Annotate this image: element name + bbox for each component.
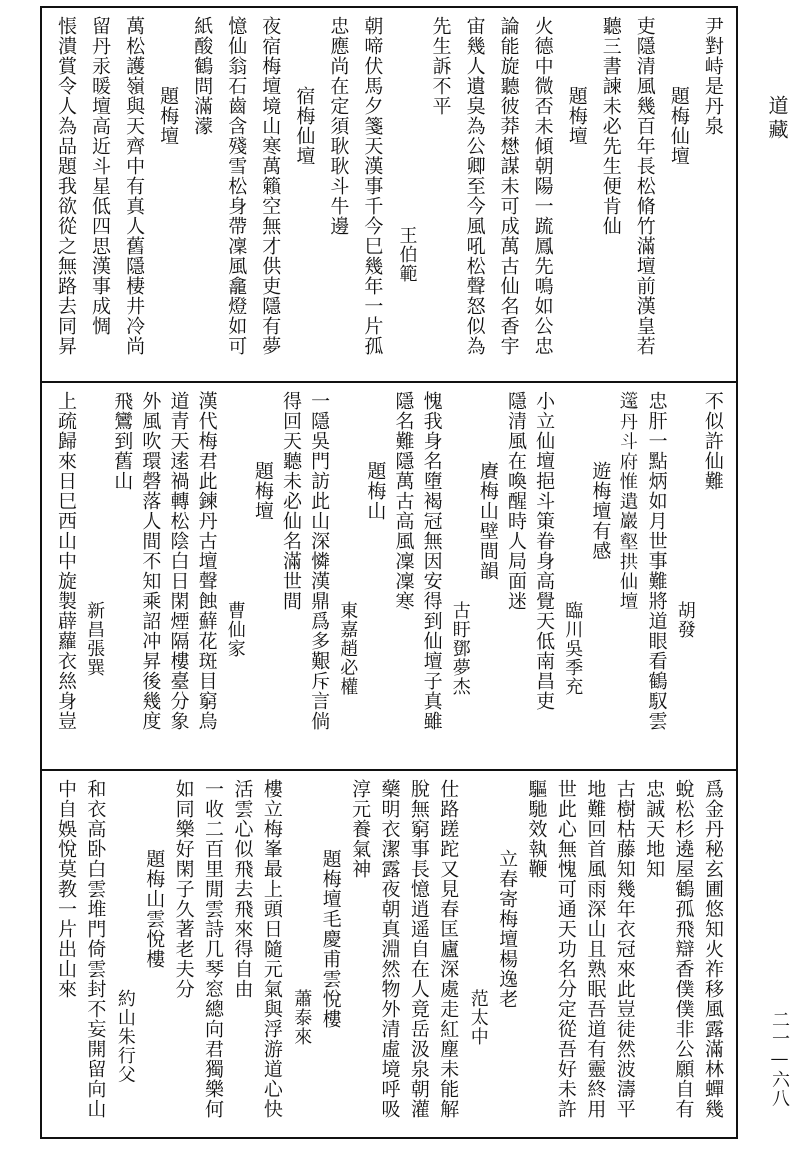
poem-title: 題梅山 — [364, 461, 387, 521]
poem-title: 遊梅壇有感 — [589, 461, 612, 561]
text-column: 憶仙翁石齒含殘雪松身帶凜風龕燈如可 — [225, 16, 248, 356]
text-column: 小立仙壇挹斗䇿眷身高覺天低南昌吏 — [533, 391, 556, 711]
page-number: 二一—六八 — [769, 1010, 790, 1108]
poem-title: 宿梅仙壇 — [293, 86, 316, 166]
poem-author: 蕭泰來 — [291, 989, 313, 1046]
text-column: 夜宿梅壇境山寒萬籟空無才供吏隱有夢 — [259, 16, 282, 356]
text-column: 隱清風在喚醒時人局面迷 — [505, 391, 527, 611]
text-column: 淳元養氣神 — [349, 779, 372, 879]
poem-author: 臨川吳季充 — [562, 601, 584, 696]
panel-bottom — [42, 771, 736, 1137]
poem-title: 賡梅山壁間韻 — [476, 461, 499, 581]
text-column: 飛鸞到舊山 — [111, 391, 134, 491]
poem-author: 約山朱行父 — [114, 989, 136, 1084]
poem-author: 東嘉趙必權 — [337, 601, 359, 696]
text-column: 火德中微否未傾朝陽一䟽鳳先鳴如公忠 — [531, 16, 554, 356]
text-column: 道青天逺禍轉松陰白日閑煙隔樓臺分象 — [167, 391, 190, 731]
panel-middle — [42, 383, 736, 771]
poem-author: 曹仙家 — [224, 601, 246, 658]
text-column: 上疏歸來日巳西山中旋製薜蘿衣𢇁身豈 — [55, 391, 77, 731]
text-column: 萬松護嶺與天齊中有真人舊隱棲井冷尚 — [123, 16, 146, 356]
text-column: 和衣高卧白雲堆門倚雲封不妄開留向山 — [84, 779, 107, 1119]
text-column: 一隱吳門訪此山深憐漢鼎爲多艱斥言倘 — [308, 391, 331, 731]
poem-title: 題梅壇 — [251, 461, 274, 521]
text-column: 不似許仙難 — [701, 391, 724, 491]
poem-author: 胡發 — [674, 601, 696, 639]
panel-middle-columns — [52, 391, 726, 761]
text-column: 朝啼伏馬夕箋天漢事千今巳幾年一片孤 — [361, 16, 384, 356]
text-column: 藥明衣潔露夜朝真淵然物外清虛境呼吸 — [378, 779, 401, 1119]
page-frame — [40, 6, 738, 1139]
text-column: 驅馳效執鞭 — [525, 779, 548, 879]
poem-title: 題梅壇毛慶甫雲悅樓 — [319, 849, 342, 1029]
text-column: 外風吹環磬落人間不知乘詔冲昇後幾度 — [139, 391, 162, 731]
text-column: 脫無窮事長憶逍遥自在人竟岳汲泉朝灌 — [407, 779, 430, 1119]
text-column: 論能旋聽彼莽𢡟謀未可成萬古仙名香宇 — [497, 16, 520, 356]
text-column: 忠應尚在定須耿耿斗牛邊 — [327, 16, 350, 236]
text-column: 爲金丹秘玄圃悠知火祚移風露滿林蟬幾 — [701, 779, 724, 1119]
poem-title: 題梅壇 — [157, 86, 180, 146]
text-column: 蛻松杉遶屋鶴孤飛辯香僕僕非公願自有 — [672, 779, 695, 1119]
text-column: 紙酸鶴問滿濛 — [191, 16, 214, 136]
text-column: 先生訴不平 — [429, 16, 452, 116]
poem-author: 新昌張巽 — [84, 601, 106, 677]
panel-top-columns — [52, 16, 726, 373]
text-column: 漢代梅君此鍊丹古壇聲蝕蘚花斑目窮烏 — [195, 391, 218, 731]
poem-author: 王伯範 — [396, 226, 418, 283]
panel-bottom-columns — [52, 779, 726, 1129]
text-column: 古樹枯藤知幾年衣冠來此豈徒然波濤平 — [613, 779, 636, 1119]
margin-title: 道藏 — [765, 95, 789, 143]
text-column: 𨘲丹斗府惟遺巖壑拱仙壇 — [617, 391, 640, 611]
text-column: 中自娛悅莫教一片出山來 — [55, 779, 77, 999]
poem-title: 立春寄梅壇楊逸老 — [496, 849, 519, 1009]
text-column: 愧我身名墮褐冠無因安得到仙壇子真雖 — [420, 391, 443, 731]
text-column: 仕路蹉跎又見春匡廬深處走紅塵未能解 — [437, 779, 460, 1119]
text-column: 忠肝一點炳如月世事難將道眼看鶴馭雲 — [645, 391, 668, 731]
text-column: 忠誠天地知 — [643, 779, 666, 879]
text-column: 聽三書諫未必先生便肯仙 — [599, 16, 622, 236]
text-column: 宙幾人遺臭為公卿至今風吼松聲怒似為 — [463, 16, 486, 356]
text-column: 留丹汞暖壇高近斗星低四思漢事成惆 — [89, 16, 112, 336]
poem-author: 古盱鄧夢杰 — [449, 601, 471, 696]
text-column: 世此心無愧可通天功名分定從吾好未許 — [554, 779, 577, 1119]
poem-title: 題梅山雲悅樓 — [143, 849, 166, 969]
text-column: 如同樂好閑子久著老夫分 — [172, 779, 195, 999]
text-column: 尹對峙是丹泉 — [701, 16, 724, 136]
text-column: 得回天聽未必仙名滿世間 — [280, 391, 302, 611]
text-column: 地難回首風雨深山且熟眠吾道有靈終用 — [584, 779, 607, 1119]
poem-author: 范太中 — [467, 989, 489, 1046]
text-column: 樓立梅峯最上頭日隨元氣與浮游道心快 — [260, 779, 283, 1119]
poem-title: 題梅壇 — [565, 86, 588, 146]
text-column: 吏隱清風幾百年長松脩竹滿壇前漢皇若 — [633, 16, 656, 356]
text-column: 一收二百里閒雲詩几琴窓總向君獨樂何 — [202, 779, 225, 1119]
panel-top — [42, 8, 736, 383]
text-column: 悵潰賞令人為品題我欲從之無路去同昇 — [55, 16, 77, 356]
poem-title: 題梅仙壇 — [667, 86, 690, 166]
text-column: 活雲心似飛去飛來得自由 — [231, 779, 254, 999]
text-column: 隱名難隱萬古高風凜凜寒 — [392, 391, 415, 611]
